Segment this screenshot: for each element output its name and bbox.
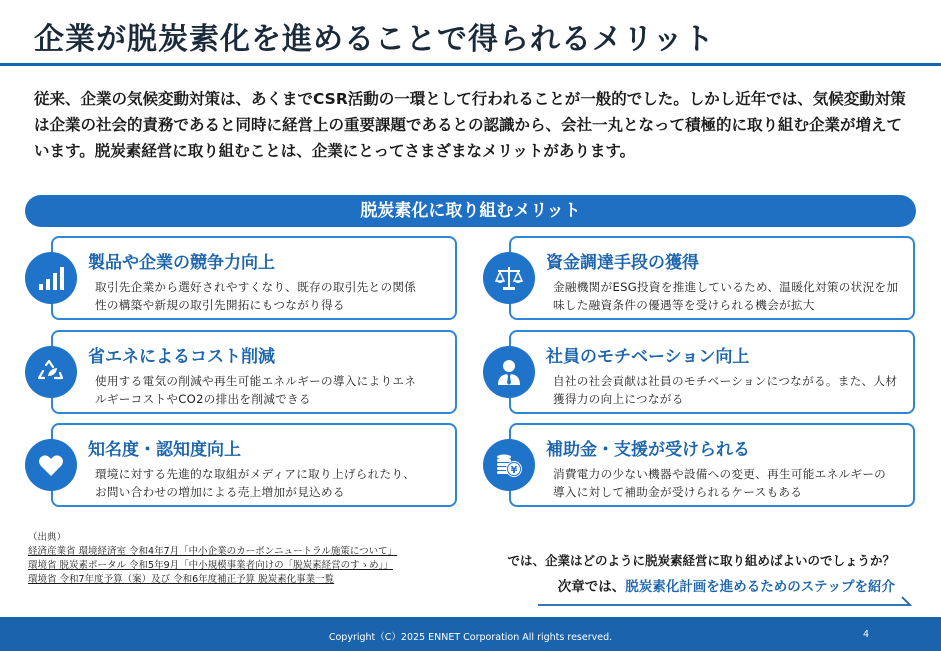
- coins-yen-icon: [483, 439, 535, 491]
- next-chapter-highlight: 脱炭素化計画を進めるためのステップを紹介: [625, 579, 895, 595]
- copyright: Copyright（C）2025 ENNET Corporation All rights reserved.: [328, 632, 613, 643]
- merit-card-text: 環境に対する先進的な取組がメディアに取り上げられたり、お問い合わせの増加による売上増加が見込める: [95, 467, 416, 499]
- closing-question: では、企業はどのように脱炭素経営に取り組めばよいのでしょうか？: [507, 553, 895, 568]
- sources-block: [28, 531, 397, 587]
- title-rule: [0, 63, 941, 66]
- merit-card-financing: [509, 236, 915, 320]
- heart-icon: [25, 439, 77, 491]
- source-link[interactable]: 経済産業省 環境経済室 令和4年7月「中小企業のカーボンニュートラル施策について」: [28, 546, 398, 557]
- footer: [0, 617, 941, 651]
- merit-card-text: 消費電力の少ない機器や設備への変更、再生可能エネルギーの導入に対して補助金が受けられるケースもある: [553, 467, 887, 499]
- merit-card-title: 製品や企業の競争力向上: [88, 253, 275, 273]
- page-number: 4: [863, 629, 870, 640]
- recycle-leaf-icon: [25, 346, 77, 398]
- merits-banner: 脱炭素化に取り組むメリット: [25, 195, 916, 227]
- merit-card-text: 使用する電気の削減や再生可能エネルギーの導入によりエネルギーコストやCO2の排出を削減できる: [95, 374, 417, 406]
- sources-label: （出典）: [28, 532, 67, 543]
- employee-icon: [483, 346, 535, 398]
- merit-card-subsidy: [509, 423, 915, 507]
- merit-card-text: 金融機関がESG投資を推進しているため、温暖化対策の状況を加味した融資条件の優遇等を受けられる機会が拡大: [553, 280, 899, 312]
- balance-scale-icon: [483, 252, 535, 304]
- svg-text:¥: ¥: [510, 465, 518, 476]
- merit-card-title: 知名度・認知度向上: [88, 440, 241, 460]
- merit-card-recognition: [51, 423, 457, 507]
- arrow-underline-icon: [538, 594, 914, 608]
- merit-card-text: 取引先企業から選好されやすくなり、既存の取引先との関係性の構築や新規の取引先開拓にもつながり得る: [95, 280, 417, 312]
- merit-card-title: 資金調達手段の獲得: [546, 253, 699, 273]
- merit-card-text: 自社の社会貢献は社員のモチベーションにつながる。また、人材獲得力の向上につながる: [553, 374, 898, 406]
- merit-card-cost-reduction: [51, 330, 457, 414]
- next-chapter-prefix: 次章では、: [557, 579, 626, 595]
- intro-paragraph: 従来、企業の気候変動対策は、あくまでCSR活動の一環として行われることが一般的でした。しかし近年では、気候変動対策は企業の社会的責務であると同時に経営上の重要課題であるとの認識から、会社一丸となって積極的に取り組む企業が増えています。脱炭素経営に取り組むことは、企業にとってさまざまなメリットがあります。: [34, 90, 906, 160]
- next-chapter-line: [558, 575, 895, 595]
- source-link[interactable]: 環境省 脱炭素ポータル 令和5年9月「中小規模事業者向けの「脱炭素経営のすゝめ」」: [28, 560, 393, 571]
- merit-card-title: 補助金・支援が受けられる: [546, 440, 750, 460]
- merit-card-title: 社員のモチベーション向上: [546, 347, 750, 367]
- page-title: 企業が脱炭素化を進めることで得られるメリット: [34, 22, 715, 57]
- source-link[interactable]: 環境省 令和7年度予算（案）及び 令和6年度補正予算 脱炭素化事業一覧: [28, 574, 335, 585]
- merit-card-title: 省エネによるコスト削減: [88, 347, 275, 367]
- bar-chart-icon: [25, 252, 77, 304]
- merit-card-motivation: [509, 330, 915, 414]
- merit-card-competitiveness: [51, 236, 457, 320]
